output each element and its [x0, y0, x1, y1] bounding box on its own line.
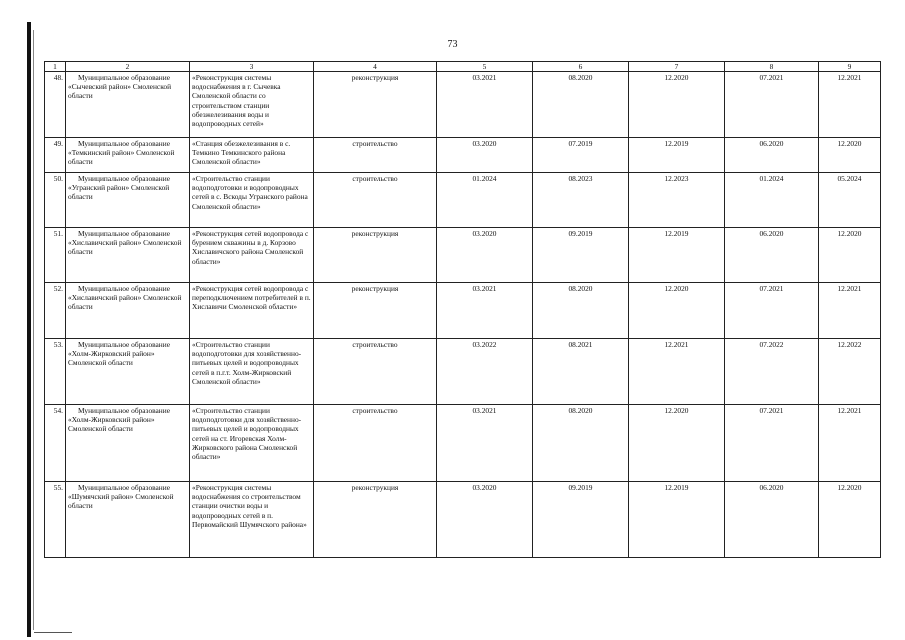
binding-margin-rule: [27, 22, 31, 637]
work-type-cell: строительство: [314, 405, 437, 482]
column-header: 8: [725, 62, 819, 72]
work-type-cell: реконструкция: [314, 283, 437, 339]
work-type-cell: реконструкция: [314, 482, 437, 558]
date-cell: 08.2020: [533, 72, 629, 138]
work-type-cell: реконструкция: [314, 72, 437, 138]
column-header: 2: [66, 62, 190, 72]
date-cell: 12.2022: [819, 339, 881, 405]
date-cell: 03.2021: [437, 405, 533, 482]
corner-mark: [34, 632, 72, 633]
date-cell: 03.2021: [437, 72, 533, 138]
object-cell: «Реконструкция системы водоснабжения в г. Сычевка Смоленской области со строительством станции обезжелезивания воды и водопроводных сетей»: [190, 72, 314, 138]
date-cell: 03.2020: [437, 228, 533, 283]
date-cell: 08.2020: [533, 283, 629, 339]
date-cell: 08.2021: [533, 339, 629, 405]
margin-line: [33, 30, 34, 630]
municipality-cell: Муниципальное образование «Холм-Жирковский район» Смоленской области: [66, 339, 190, 405]
row-number: 54.: [45, 405, 66, 482]
object-cell: «Станция обезжелезивания в с. Темкино Темкинского района Смоленской области»: [190, 138, 314, 173]
table-row: [45, 228, 881, 283]
row-number: 50.: [45, 173, 66, 228]
column-header: 6: [533, 62, 629, 72]
date-cell: 06.2020: [725, 482, 819, 558]
row-number: 51.: [45, 228, 66, 283]
object-cell: «Строительство станции водоподготовки для хозяйственно-питьевых целей и водопроводных сетей на ст. Игоревская Холм-Жирковского района Смоленской области»: [190, 405, 314, 482]
date-cell: 01.2024: [437, 173, 533, 228]
date-cell: 07.2021: [725, 72, 819, 138]
municipality-cell: Муниципальное образование «Холм-Жирковский район» Смоленской области: [66, 405, 190, 482]
date-cell: 12.2020: [819, 138, 881, 173]
date-cell: 12.2020: [629, 405, 725, 482]
table-row: [45, 138, 881, 173]
municipality-cell: Муниципальное образование «Темкинский район» Смоленской области: [66, 138, 190, 173]
date-cell: 07.2021: [725, 405, 819, 482]
schedule-table: [44, 61, 881, 558]
table-row: [45, 405, 881, 482]
date-cell: 07.2019: [533, 138, 629, 173]
column-header: 5: [437, 62, 533, 72]
date-cell: 03.2020: [437, 138, 533, 173]
column-header: 7: [629, 62, 725, 72]
table-row: [45, 339, 881, 405]
date-cell: 05.2024: [819, 173, 881, 228]
date-cell: 12.2020: [629, 72, 725, 138]
table-row: [45, 173, 881, 228]
object-cell: «Реконструкция сетей водопровода с бурением скважины в д. Корзово Хиславичского района Смоленской области»: [190, 228, 314, 283]
date-cell: 12.2020: [819, 228, 881, 283]
work-type-cell: строительство: [314, 138, 437, 173]
column-header: 1: [45, 62, 66, 72]
date-cell: 07.2022: [725, 339, 819, 405]
date-cell: 12.2020: [819, 482, 881, 558]
municipality-cell: Муниципальное образование «Шумячский район» Смоленской области: [66, 482, 190, 558]
date-cell: 03.2020: [437, 482, 533, 558]
date-cell: 03.2021: [437, 283, 533, 339]
municipality-cell: Муниципальное образование «Хиславичский район» Смоленской области: [66, 283, 190, 339]
table-row: [45, 482, 881, 558]
column-header: 4: [314, 62, 437, 72]
date-cell: 12.2020: [629, 283, 725, 339]
date-cell: 12.2021: [819, 405, 881, 482]
date-cell: 12.2021: [629, 339, 725, 405]
date-cell: 09.2019: [533, 482, 629, 558]
date-cell: 08.2020: [533, 405, 629, 482]
table-row: [45, 283, 881, 339]
date-cell: 12.2019: [629, 228, 725, 283]
work-type-cell: строительство: [314, 173, 437, 228]
municipality-cell: Муниципальное образование «Хиславичский район» Смоленской области: [66, 228, 190, 283]
column-header: 9: [819, 62, 881, 72]
date-cell: 09.2019: [533, 228, 629, 283]
date-cell: 06.2020: [725, 228, 819, 283]
row-number: 55.: [45, 482, 66, 558]
date-cell: 07.2021: [725, 283, 819, 339]
date-cell: 12.2023: [629, 173, 725, 228]
date-cell: 08.2023: [533, 173, 629, 228]
municipality-cell: Муниципальное образование «Угранский район» Смоленской области: [66, 173, 190, 228]
row-number: 48.: [45, 72, 66, 138]
date-cell: 12.2019: [629, 482, 725, 558]
column-header: 3: [190, 62, 314, 72]
column-number-row: [45, 62, 881, 72]
object-cell: «Реконструкция системы водоснабжения со строительством станции очистки воды и водопроводных сетей в п. Первомайский Шумячского района»: [190, 482, 314, 558]
object-cell: «Строительство станции водоподготовки и водопроводных сетей в с. Вскоды Угранского района Смоленской области»: [190, 173, 314, 228]
row-number: 53.: [45, 339, 66, 405]
date-cell: 01.2024: [725, 173, 819, 228]
work-type-cell: реконструкция: [314, 228, 437, 283]
table-row: [45, 72, 881, 138]
date-cell: 06.2020: [725, 138, 819, 173]
date-cell: 12.2019: [629, 138, 725, 173]
date-cell: 12.2021: [819, 72, 881, 138]
row-number: 52.: [45, 283, 66, 339]
work-type-cell: строительство: [314, 339, 437, 405]
page-number: 73: [447, 39, 458, 50]
municipality-cell: Муниципальное образование «Сычевский район» Смоленской области: [66, 72, 190, 138]
date-cell: 03.2022: [437, 339, 533, 405]
object-cell: «Строительство станции водоподготовки для хозяйственно-питьевых целей и водопроводных сетей в п.г.т. Холм-Жирковский Смоленской области»: [190, 339, 314, 405]
row-number: 49.: [45, 138, 66, 173]
date-cell: 12.2021: [819, 283, 881, 339]
object-cell: «Реконструкция сетей водопровода с переподключением потребителей в п. Хиславичи Смоленской области»: [190, 283, 314, 339]
